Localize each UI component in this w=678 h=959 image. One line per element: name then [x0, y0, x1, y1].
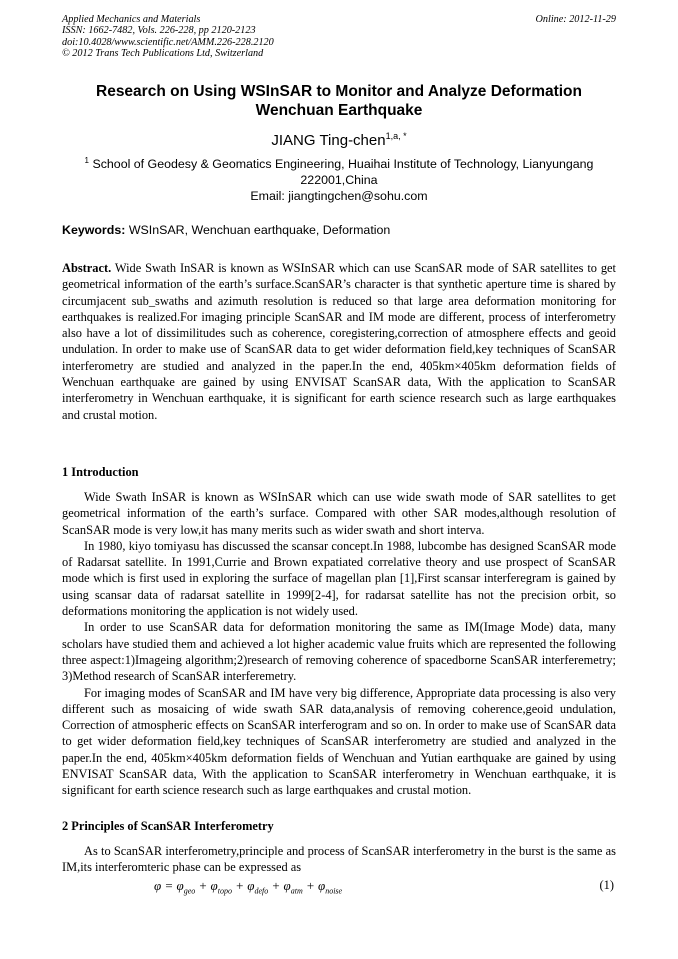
affiliation-superscript: 1 — [84, 156, 89, 165]
author-line — [62, 132, 616, 150]
keywords-label: Keywords: — [62, 223, 126, 237]
online-date: Online: 2012-11-29 — [535, 14, 616, 25]
author-name: JIANG Ting-chen — [271, 132, 386, 149]
equation-number: (1) — [599, 878, 614, 892]
abstract-text: Wide Swath InSAR is known as WSInSAR which can use ScanSAR mode of SAR satellites to get geometrical information of the earth’s surface.ScanSAR’s character is that synthetic aperture time is shared by circumjacent sub_swaths and azimuth resolution is reduced so that large area deformation monitoring for earthquakes is realized.For imaging principle ScanSAR and IM mode are different, process of interferometry also have a lot of dissimilitudes such as coherence, coregistering,correction of atmosphere effects and geoid undulation. In order to make use of ScanSAR data to get wider deformation field,key techniques of ScanSAR interferometry are studied and analyzed in the paper.In the end, 405km×405km deformation fields of Wenchuan earthquake are gained by using ENVISAT ScanSAR data, With the application to ScanSAR interferometry in Wenchuan earthquake, it is significant for earth science research such as large earthquakes and crustal motion. — [62, 261, 616, 422]
affiliation-line-1 — [62, 156, 616, 172]
keywords — [62, 222, 616, 238]
abstract-label: Abstract. — [62, 261, 112, 275]
title-line-1: Research on Using WSInSAR to Monitor and Analyze Deformation — [96, 83, 582, 100]
affiliation-line-2: 222001,China — [300, 173, 378, 187]
equation-1 — [62, 878, 616, 896]
copyright-line: © 2012 Trans Tech Publications Ltd, Switzerland — [62, 48, 264, 60]
paper-title — [62, 82, 616, 120]
paragraph: Wide Swath InSAR is known as WSInSAR which can use wide swath mode of SAR satellites to get geometrical information of the earth’s surface. Compared with other SAR modes,although resolution of ScanSAR mode is very low,it has many merits such as wider swath and short interva. — [62, 490, 616, 537]
author-superscript: 1,a, * — [385, 131, 407, 141]
title-line-2: Wenchuan Earthquake — [255, 102, 423, 119]
equation-formula: $\varphi = \varphi_{geo} + \varphi_{topo} + \varphi_{defo} + \varphi_{atm} + \varphi_{noise}$ — [154, 878, 343, 896]
paragraph: For imaging modes of ScanSAR and IM have very big difference, Appropriate data processing is also very different such as mosaicing of wide swath SAR data,analysis of removing coherence,geoid undulation, Correction of atmospheric effects on ScanSAR interferogram and so on. In order to make use of ScanSAR data to get wider deformation field,key techniques of ScanSAR interferometry are studied and analyzed in the paper.In the end, 405km×405km deformation fields of Wenchuan and Yutian earthquake are gained by using ENVISAT ScanSAR data, With the application to ScanSAR interferometry in Wenchuan earthquake, it is significant for earth science research such as large earthquakes and crustal motion. — [62, 685, 616, 798]
section-1-heading: 1 Introduction — [62, 465, 139, 479]
keywords-text: WSInSAR, Wenchuan earthquake, Deformation — [128, 223, 391, 237]
issn-line: ISSN: 1662-7482, Vols. 226-228, pp 2120-2123 — [62, 25, 256, 37]
section-2-body — [62, 843, 616, 876]
paragraph: In 1980, kiyo tomiyasu has discussed the scansar concept.In 1988, lubcombe has designed ScanSAR mode of Radarsat satellite. In 1991,Currie and Brown expatiated correlative theory and use prospect of ScanSAR mode which is first used in exploring the surface of magellan plan [1],First scansar interferegram is gained by using scansar data of radarsat satellite in 1999[2-4], for radarsat satellite has not the precision orbit, so deformations monitoring the application is not widely used. — [62, 538, 616, 619]
section-2-heading: 2 Principles of ScanSAR Interferometry — [62, 819, 274, 833]
journal-header — [62, 14, 616, 60]
journal-name: Applied Mechanics and Materials — [62, 14, 201, 25]
section-1-body — [62, 489, 616, 799]
paragraph: In order to use ScanSAR data for deformation monitoring the same as IM(Image Mode) data, many scholars have studied them and achieved a lot higher academic value fruits which are represented the following three aspect:1)Imageing algorithm;2)research of removing coherence of spacedborne ScanSAR interferemetry; 3)Method research of ScanSAR interferemetry. — [62, 620, 616, 684]
doi-line: doi:10.4028/www.scientific.net/AMM.226-228.2120 — [62, 36, 274, 48]
abstract — [62, 260, 616, 423]
affiliation — [62, 156, 616, 204]
affiliation-text: School of Geodesy & Geomatics Engineering, Huaihai Institute of Technology, Lianyungang — [92, 157, 594, 171]
paragraph: As to ScanSAR interferometry,principle and process of ScanSAR interferometry in the burst is the same as IM,its interferomteric phase can be expressed as — [62, 844, 616, 875]
author-email: Email: jiangtingchen@sohu.com — [250, 189, 428, 203]
